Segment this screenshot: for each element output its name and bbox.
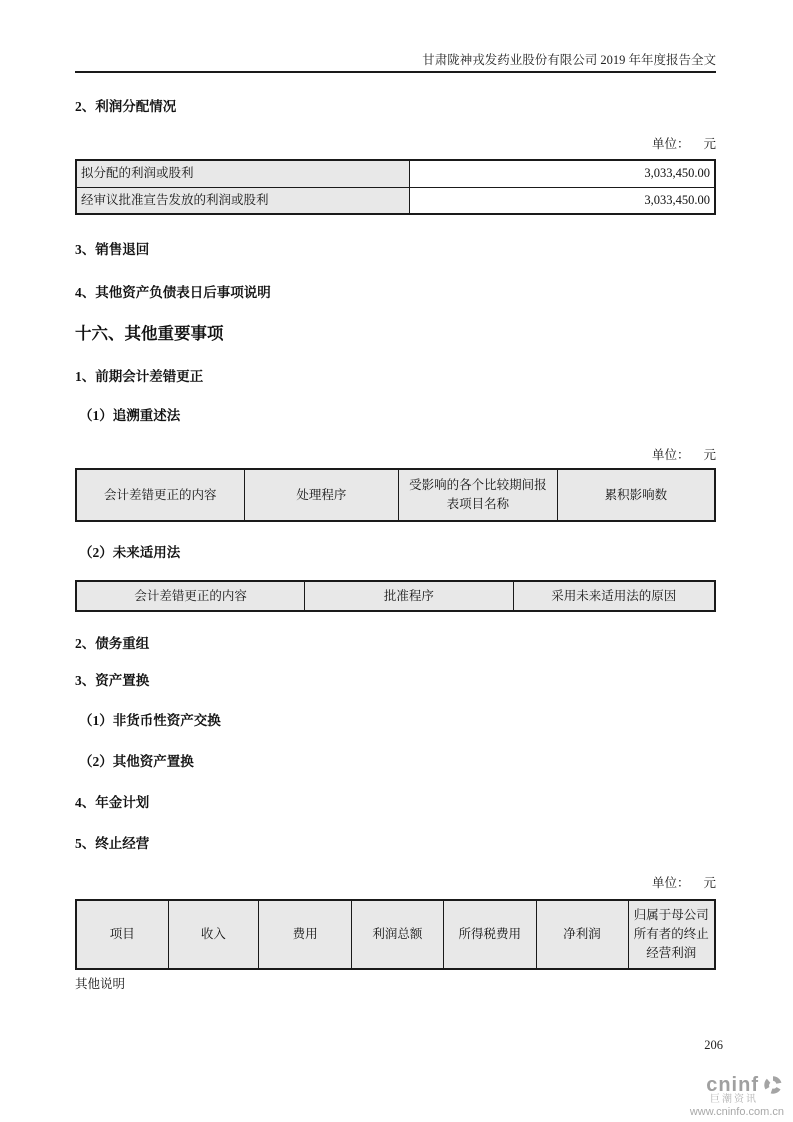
column-header: 收入 <box>168 900 259 969</box>
cninfo-pinwheel-icon <box>762 1074 784 1096</box>
heading-discontinued-operations: 5、终止经营 <box>75 836 150 851</box>
profit-distribution-table <box>75 159 716 215</box>
heading-retrospective-restatement: （1）追溯重述法 <box>79 408 181 423</box>
heading-nonmonetary-asset-exchange: （1）非货币性资产交换 <box>79 713 221 728</box>
cninfo-logo-row <box>690 1074 784 1096</box>
column-header: 累积影响数 <box>557 469 715 521</box>
profit-row-value: 3,033,450.00 <box>410 160 715 187</box>
other-note-label: 其他说明 <box>75 977 126 991</box>
discontinued-operations-table <box>75 899 716 970</box>
unit-label: 单位： <box>651 137 690 151</box>
page-number: 206 <box>704 1038 723 1052</box>
cninfo-logo <box>690 1074 784 1119</box>
cninfo-chinese-name: 巨潮资讯 <box>710 1094 758 1105</box>
column-header: 会计差错更正的内容 <box>76 581 305 611</box>
table-row <box>76 160 715 187</box>
heading-profit-distribution: 2、利润分配情况 <box>75 99 177 114</box>
column-header: 受影响的各个比较期间报表项目名称 <box>399 469 557 521</box>
column-header: 会计差错更正的内容 <box>76 469 244 521</box>
heading-prior-period-corrections: 1、前期会计差错更正 <box>75 369 204 384</box>
unit-line-2 <box>75 448 716 462</box>
table-header-row <box>76 900 715 969</box>
column-header: 费用 <box>259 900 352 969</box>
unit-value: 元 <box>703 448 716 462</box>
column-header: 项目 <box>76 900 168 969</box>
column-header: 利润总额 <box>351 900 443 969</box>
cninfo-brand-text: cninf <box>706 1074 759 1096</box>
document-header <box>75 0 716 73</box>
unit-line-3 <box>75 876 716 890</box>
profit-row-label: 拟分配的利润或股利 <box>76 160 410 187</box>
unit-line-1 <box>75 137 716 151</box>
column-header: 归属于母公司所有者的终止经营利润 <box>628 900 715 969</box>
table-header-row <box>76 581 715 611</box>
column-header: 净利润 <box>536 900 628 969</box>
unit-label: 单位： <box>651 448 690 462</box>
unit-value: 元 <box>703 137 716 151</box>
table-header-row <box>76 469 715 521</box>
document-header-title: 甘肃陇神戎发药业股份有限公司 2019 年年度报告全文 <box>422 53 716 67</box>
heading-asset-swap: 3、资产置换 <box>75 673 150 688</box>
retrospective-restatement-table <box>75 468 716 522</box>
heading-other-asset-swap: （2）其他资产置换 <box>79 754 194 769</box>
cninfo-url: www.cninfo.com.cn <box>689 1106 784 1118</box>
unit-label: 单位： <box>651 876 690 890</box>
heading-post-balance-sheet-events: 4、其他资产负债表日后事项说明 <box>75 285 271 300</box>
column-header: 所得税费用 <box>443 900 536 969</box>
column-header: 处理程序 <box>244 469 399 521</box>
column-header: 批准程序 <box>305 581 513 611</box>
heading-debt-restructuring: 2、债务重组 <box>75 636 150 651</box>
profit-row-label: 经审议批准宣告发放的利润或股利 <box>76 187 410 214</box>
prospective-application-table <box>75 580 716 612</box>
table-row <box>76 187 715 214</box>
heading-annuity-plan: 4、年金计划 <box>75 795 150 810</box>
column-header: 采用未来适用法的原因 <box>513 581 715 611</box>
profit-row-value: 3,033,450.00 <box>410 187 715 214</box>
heading-sales-return: 3、销售退回 <box>75 242 150 257</box>
heading-prospective-application: （2）未来适用法 <box>79 545 181 560</box>
unit-value: 元 <box>703 876 716 890</box>
heading-other-important-matters: 十六、其他重要事项 <box>75 324 224 343</box>
